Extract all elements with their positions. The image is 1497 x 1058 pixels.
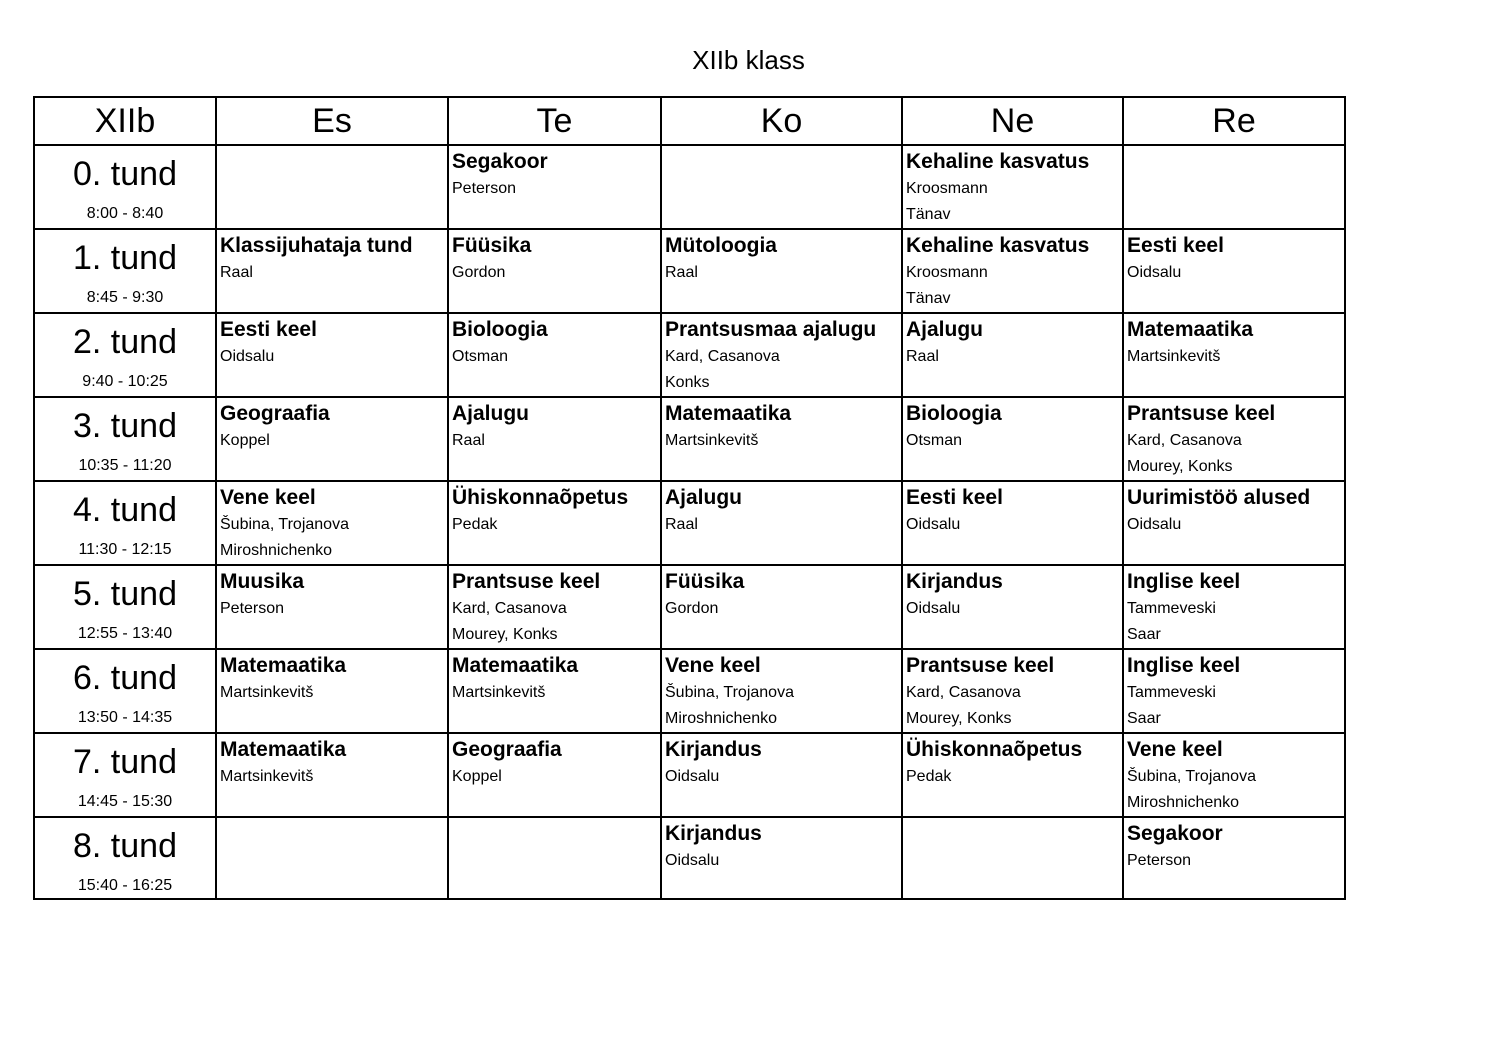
period-time: 8:45 - 9:30 [86, 289, 164, 306]
lesson-cell [1123, 313, 1345, 397]
lesson-cell [448, 229, 661, 313]
lesson-cell [216, 649, 448, 733]
teacher-name: Oidsalu [1127, 264, 1182, 281]
period-cell [34, 817, 216, 899]
lesson-cell [902, 565, 1123, 649]
teacher-name: Martsinkevitš [452, 684, 546, 701]
teacher-name: Šubina, Trojanova [220, 516, 349, 533]
subject-name: Ühiskonnaõpetus [452, 486, 629, 509]
teacher-name: Oidsalu [220, 348, 275, 365]
page-title: XIIb klass [692, 45, 805, 75]
period-cell [34, 397, 216, 481]
teacher-name: Kard, Casanova [1127, 432, 1242, 449]
subject-name: Uurimistöö alused [1127, 486, 1311, 509]
teacher-name: Koppel [452, 768, 502, 785]
teacher-name: Martsinkevitš [665, 432, 759, 449]
teacher-name: Oidsalu [906, 600, 961, 617]
teacher-name: Raal [906, 348, 939, 365]
lesson-cell [661, 397, 902, 481]
teacher-name: Raal [220, 264, 253, 281]
period-cell [34, 733, 216, 817]
lesson-cell [1123, 649, 1345, 733]
teacher-name: Peterson [220, 600, 285, 617]
period-cell [34, 481, 216, 565]
header-day: Es [216, 97, 448, 145]
period-name: 5. tund [73, 575, 177, 613]
lesson-cell [216, 229, 448, 313]
teacher-name: Martsinkevitš [1127, 348, 1221, 365]
subject-name: Eesti keel [1127, 234, 1224, 257]
period-cell [34, 145, 216, 229]
teacher-name: Koppel [220, 432, 270, 449]
subject-name: Kehaline kasvatus [906, 150, 1090, 173]
lesson-cell [1123, 733, 1345, 817]
period-cell [34, 565, 216, 649]
subject-name: Geograafia [452, 738, 562, 761]
timetable-body [34, 145, 1345, 899]
lesson-cell [448, 565, 661, 649]
subject-name: Füüsika [665, 570, 745, 593]
teacher-name: Konks [665, 374, 710, 391]
subject-name: Prantsusmaa ajalugu [665, 318, 877, 341]
subject-name: Geograafia [220, 402, 330, 425]
period-time: 10:35 - 11:20 [78, 457, 172, 474]
subject-name: Muusika [220, 570, 305, 593]
teacher-name: Mourey, Konks [452, 626, 558, 643]
subject-name: Vene keel [220, 486, 316, 509]
lesson-cell [661, 565, 902, 649]
period-time: 12:55 - 13:40 [77, 625, 173, 642]
lesson-cell [216, 565, 448, 649]
subject-name: Vene keel [1127, 738, 1223, 761]
subject-name: Eesti keel [220, 318, 317, 341]
teacher-name: Miroshnichenko [1127, 794, 1240, 811]
subject-name: Kirjandus [665, 822, 762, 845]
teacher-name: Peterson [1127, 852, 1192, 869]
teacher-name: Kroosmann [906, 264, 988, 281]
teacher-name: Šubina, Trojanova [665, 684, 794, 701]
period-name: 7. tund [73, 743, 177, 781]
teacher-name: Tammeveski [1127, 600, 1216, 617]
subject-name: Klassijuhataja tund [220, 234, 413, 257]
lesson-cell [902, 481, 1123, 565]
period-time: 11:30 - 12:15 [78, 541, 172, 558]
subject-name: Segakoor [452, 150, 548, 173]
period-row [34, 313, 1345, 397]
subject-name: Matemaatika [665, 402, 792, 425]
teacher-name: Kard, Casanova [452, 600, 567, 617]
subject-name: Mütoloogia [665, 234, 777, 257]
lesson-cell [902, 145, 1123, 229]
subject-name: Kirjandus [665, 738, 762, 761]
teacher-name: Oidsalu [665, 852, 720, 869]
lesson-cell [1123, 481, 1345, 565]
subject-name: Eesti keel [906, 486, 1003, 509]
teacher-name: Mourey, Konks [906, 710, 1012, 727]
subject-name: Matemaatika [220, 654, 347, 677]
period-time: 9:40 - 10:25 [82, 373, 168, 390]
period-row [34, 649, 1345, 733]
period-cell [34, 649, 216, 733]
period-time: 14:45 - 15:30 [77, 793, 173, 810]
subject-name: Ajalugu [906, 318, 983, 341]
lesson-cell [1123, 397, 1345, 481]
teacher-name: Otsman [906, 432, 963, 449]
subject-name: Vene keel [665, 654, 761, 677]
subject-name: Matemaatika [452, 654, 579, 677]
teacher-name: Peterson [452, 180, 517, 197]
subject-name: Füüsika [452, 234, 532, 257]
subject-name: Bioloogia [906, 402, 1002, 425]
subject-name: Prantsuse keel [906, 654, 1055, 677]
subject-name: Ühiskonnaõpetus [906, 738, 1083, 761]
subject-name: Prantsuse keel [1127, 402, 1276, 425]
subject-name: Matemaatika [1127, 318, 1254, 341]
lesson-cell [216, 481, 448, 565]
header-day: Re [1123, 97, 1345, 145]
lesson-cell [216, 733, 448, 817]
teacher-name: Gordon [665, 600, 719, 617]
header-day: Ko [661, 97, 902, 145]
period-name: 8. tund [73, 827, 177, 865]
teacher-name: Oidsalu [665, 768, 720, 785]
empty-cell [1123, 145, 1345, 229]
period-name: 3. tund [73, 407, 177, 445]
teacher-name: Saar [1127, 626, 1161, 643]
period-name: 2. tund [73, 323, 177, 361]
lesson-cell [448, 649, 661, 733]
subject-name: Ajalugu [452, 402, 529, 425]
lesson-cell [448, 733, 661, 817]
lesson-cell [216, 397, 448, 481]
period-name: 1. tund [73, 239, 177, 277]
teacher-name: Raal [452, 432, 485, 449]
lesson-cell [902, 649, 1123, 733]
lesson-cell [1123, 565, 1345, 649]
lesson-cell [661, 481, 902, 565]
header-day: Te [448, 97, 661, 145]
period-name: 6. tund [73, 659, 177, 697]
teacher-name: Pedak [906, 768, 952, 785]
teacher-name: Mourey, Konks [1127, 458, 1233, 475]
header-row [34, 97, 1345, 145]
period-name: 0. tund [73, 155, 177, 193]
teacher-name: Kroosmann [906, 180, 988, 197]
teacher-name: Tänav [906, 206, 951, 223]
subject-name: Inglise keel [1127, 570, 1241, 593]
teacher-name: Tammeveski [1127, 684, 1216, 701]
lesson-cell [902, 397, 1123, 481]
period-time: 8:00 - 8:40 [86, 205, 164, 222]
subject-name: Inglise keel [1127, 654, 1241, 677]
teacher-name: Raal [665, 516, 698, 533]
lesson-cell [448, 313, 661, 397]
lesson-cell [902, 733, 1123, 817]
period-row [34, 733, 1345, 817]
period-cell [34, 313, 216, 397]
teacher-name: Otsman [452, 348, 509, 365]
teacher-name: Saar [1127, 710, 1161, 727]
teacher-name: Kard, Casanova [906, 684, 1021, 701]
subject-name: Segakoor [1127, 822, 1223, 845]
period-name: 4. tund [73, 491, 177, 529]
lesson-cell [902, 229, 1123, 313]
subject-name: Matemaatika [220, 738, 347, 761]
empty-cell [216, 145, 448, 229]
teacher-name: Oidsalu [906, 516, 961, 533]
period-time: 13:50 - 14:35 [77, 709, 173, 726]
teacher-name: Miroshnichenko [665, 710, 778, 727]
lesson-cell [1123, 817, 1345, 899]
period-row [34, 481, 1345, 565]
subject-name: Prantsuse keel [452, 570, 601, 593]
teacher-name: Gordon [452, 264, 506, 281]
subject-name: Kehaline kasvatus [906, 234, 1090, 257]
teacher-name: Raal [665, 264, 698, 281]
teacher-name: Miroshnichenko [220, 542, 333, 559]
teacher-name: Martsinkevitš [220, 768, 314, 785]
empty-cell [216, 817, 448, 899]
lesson-cell [1123, 229, 1345, 313]
lesson-cell [216, 313, 448, 397]
empty-cell [661, 145, 902, 229]
period-row [34, 397, 1345, 481]
lesson-cell [661, 649, 902, 733]
empty-cell [902, 817, 1123, 899]
period-row [34, 145, 1345, 229]
lesson-cell [661, 817, 902, 899]
period-row [34, 229, 1345, 313]
lesson-cell [902, 313, 1123, 397]
period-row [34, 817, 1345, 899]
header-class: XIIb [34, 97, 216, 145]
teacher-name: Tänav [906, 290, 951, 307]
subject-name: Bioloogia [452, 318, 548, 341]
subject-name: Kirjandus [906, 570, 1003, 593]
subject-name: Ajalugu [665, 486, 742, 509]
period-time: 15:40 - 16:25 [77, 877, 173, 894]
lesson-cell [661, 733, 902, 817]
lesson-cell [448, 481, 661, 565]
teacher-name: Šubina, Trojanova [1127, 768, 1256, 785]
lesson-cell [661, 229, 902, 313]
teacher-name: Pedak [452, 516, 498, 533]
teacher-name: Kard, Casanova [665, 348, 780, 365]
empty-cell [448, 817, 661, 899]
teacher-name: Oidsalu [1127, 516, 1182, 533]
period-row [34, 565, 1345, 649]
period-cell [34, 229, 216, 313]
timetable [33, 96, 1346, 900]
lesson-cell [448, 145, 661, 229]
header-day: Ne [902, 97, 1123, 145]
lesson-cell [448, 397, 661, 481]
lesson-cell [661, 313, 902, 397]
teacher-name: Martsinkevitš [220, 684, 314, 701]
